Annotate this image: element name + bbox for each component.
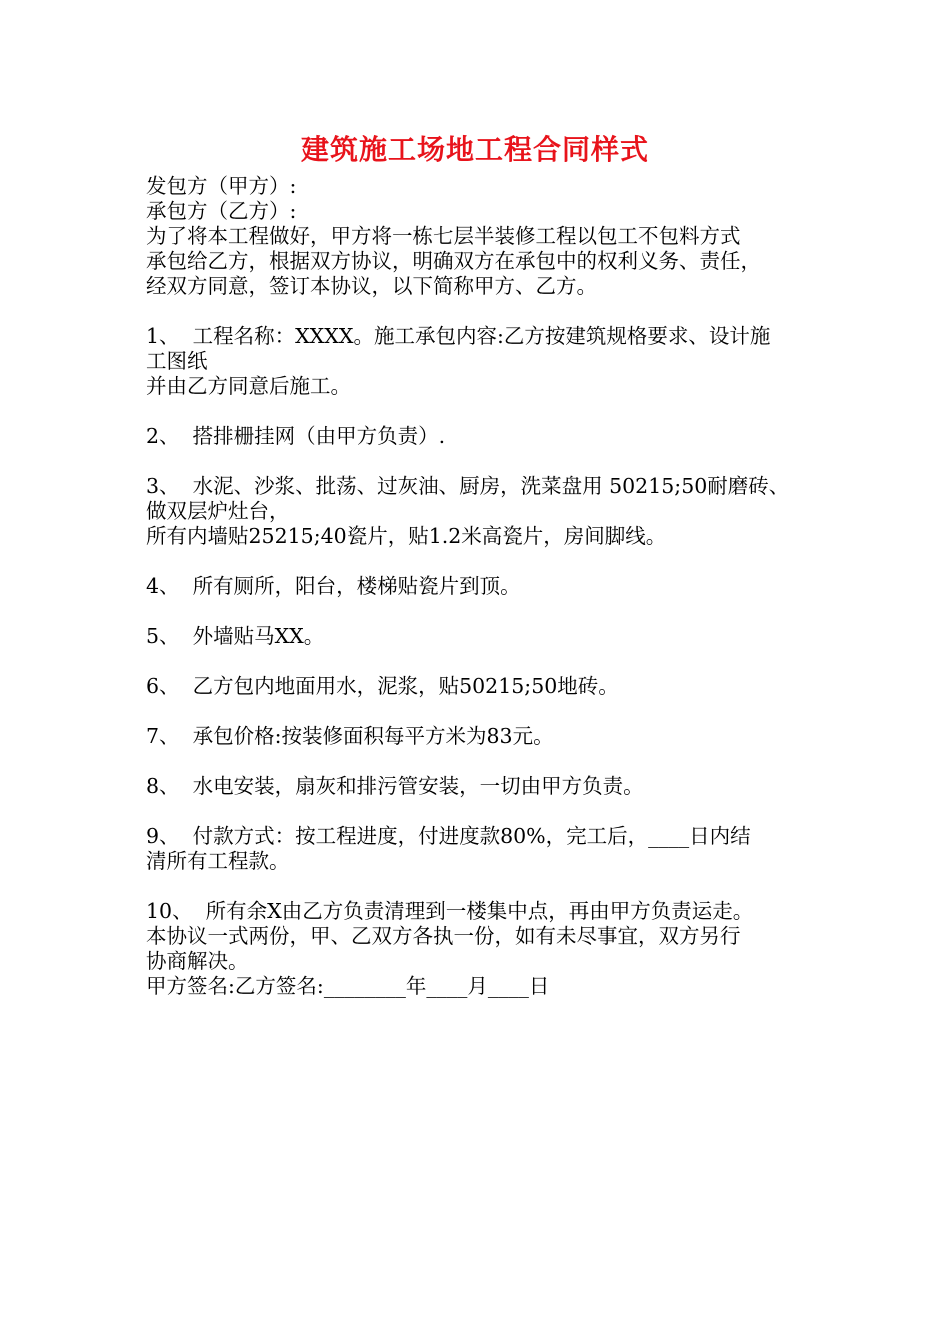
blank-line (146, 749, 836, 774)
signature-line: 甲方签名:乙方签名:________年____月____日 (146, 974, 550, 998)
clause-5-line: 5、 外墙贴马XX。 (146, 624, 325, 648)
clause-3-line: 3、 水泥、沙浆、批荡、过灰油、厨房，洗菜盘用 50215;50耐磨砖、 (146, 474, 790, 498)
blank-line (146, 599, 836, 624)
party-a-line: 发包方（甲方）: (146, 174, 297, 198)
clause-10-line: 10、 所有余X由乙方负责清理到一楼集中点，再由甲方负责运走。 (146, 899, 754, 923)
clause-3-line: 做双层炉灶台， (146, 499, 290, 523)
intro-line: 承包给乙方，根据双方协议，明确双方在承包中的权利义务、责任， (146, 249, 761, 273)
blank-line (146, 799, 836, 824)
clause-1-line: 工图纸 (146, 349, 208, 373)
document-body (146, 174, 836, 999)
intro-line: 经双方同意，签订本协议，以下简称甲方、乙方。 (146, 274, 597, 298)
party-b-line: 承包方（乙方）: (146, 199, 297, 223)
clause-7-line: 7、 承包价格:按装修面积每平方米为83元。 (146, 724, 554, 748)
blank-line (146, 299, 836, 324)
blank-line (146, 874, 836, 899)
clause-4-line: 4、 所有厕所，阳台，楼梯贴瓷片到顶。 (146, 574, 521, 598)
intro-line: 为了将本工程做好，甲方将一栋七层半装修工程以包工不包料方式 (146, 224, 741, 248)
clause-6-line: 6、 乙方包内地面用水，泥浆，贴50215;50地砖。 (146, 674, 619, 698)
blank-line (146, 399, 836, 424)
clause-3-line: 所有内墙贴25215;40瓷片，贴1.2米高瓷片，房间脚线。 (146, 524, 667, 548)
closing-line: 本协议一式两份，甲、乙双方各执一份，如有未尽事宜，双方另行 (146, 924, 741, 948)
blank-line (146, 549, 836, 574)
blank-line (146, 699, 836, 724)
clause-1-line: 1、 工程名称：XXXX。施工承包内容:乙方按建筑规格要求、设计施 (146, 324, 771, 348)
clause-9-line: 清所有工程款。 (146, 849, 290, 873)
blank-line (146, 449, 836, 474)
closing-line: 协商解决。 (146, 949, 249, 973)
clause-8-line: 8、 水电安装，扇灰和排污管安装，一切由甲方负责。 (146, 774, 644, 798)
clause-9-line: 9、 付款方式：按工程进度，付进度款80%，完工后，____日内结 (146, 824, 751, 848)
clause-2-line: 2、 搭排栅挂网（由甲方负责）. (146, 424, 446, 448)
document-title: 建筑施工场地工程合同样式 (300, 133, 649, 166)
blank-line (146, 649, 836, 674)
clause-1-line: 并由乙方同意后施工。 (146, 374, 351, 398)
